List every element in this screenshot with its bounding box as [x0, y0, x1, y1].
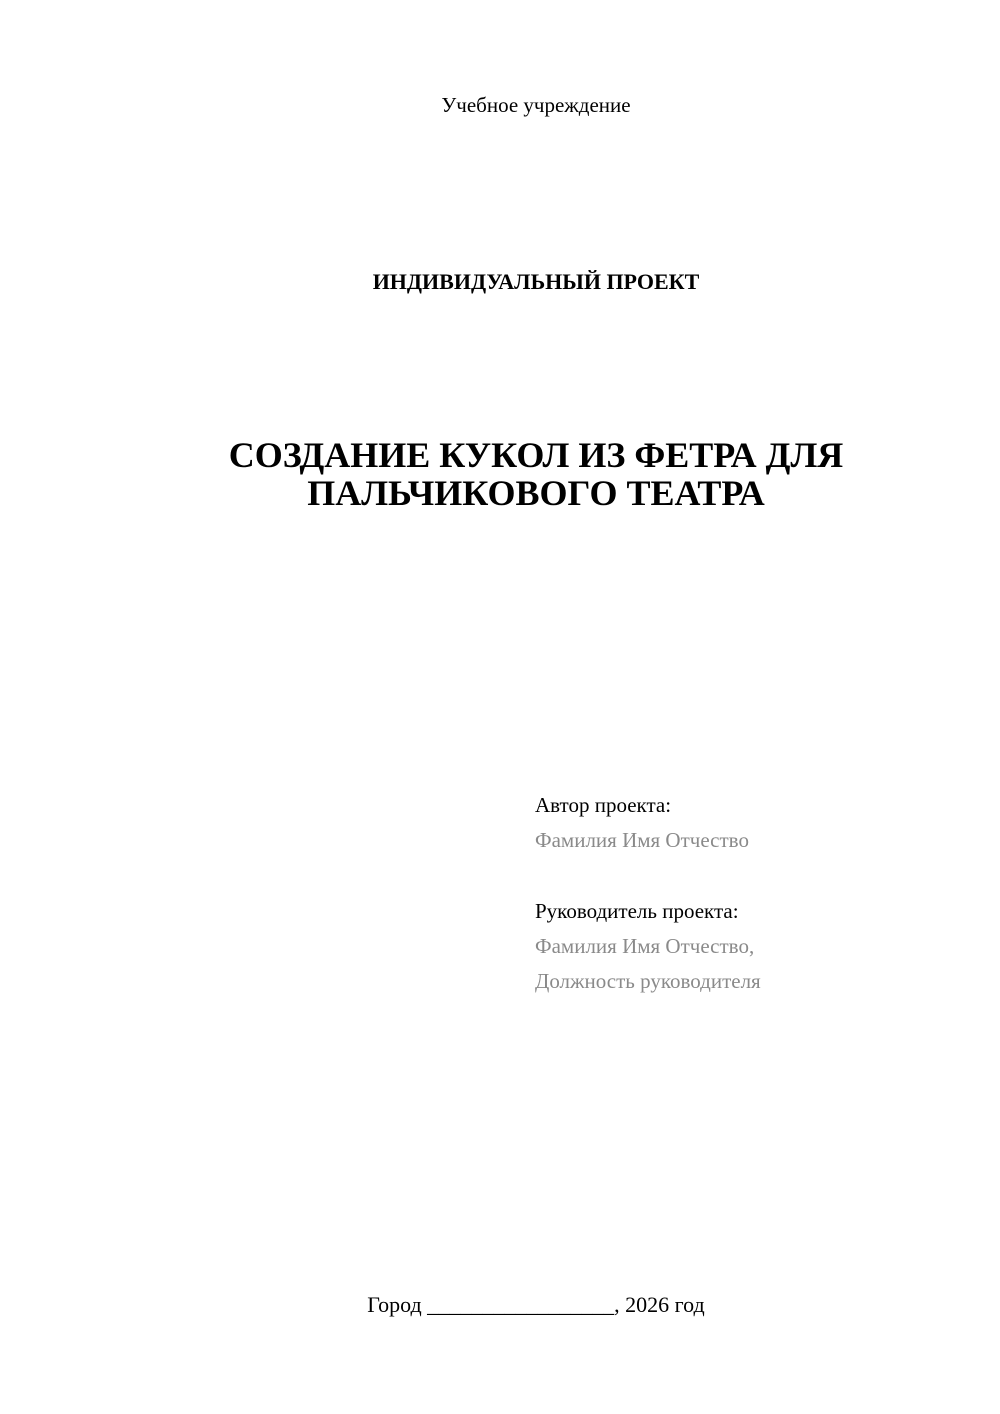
credits-spacer — [535, 858, 975, 894]
author-name: Фамилия Имя Отчество — [535, 828, 749, 852]
project-title-line-2: ПАЛЬЧИКОВОГО ТЕАТРА — [307, 473, 765, 513]
supervisor-name: Фамилия Имя Отчество, — [535, 934, 755, 958]
institution-name: Учебное учреждение — [441, 93, 631, 117]
project-title-line-1: СОЗДАНИЕ КУКОЛ ИЗ ФЕТРА ДЛЯ — [228, 435, 844, 475]
project-type-heading: ИНДИВИДУАЛЬНЫЙ ПРОЕКТ — [372, 269, 700, 294]
credits-block — [535, 788, 975, 999]
supervisor-position: Должность руководителя — [535, 969, 761, 993]
city-year-footer: Город _________________, 2026 год — [367, 1292, 705, 1317]
supervisor-label: Руководитель проекта: — [535, 899, 739, 923]
project-title — [150, 436, 922, 512]
author-label: Автор проекта: — [535, 793, 672, 817]
